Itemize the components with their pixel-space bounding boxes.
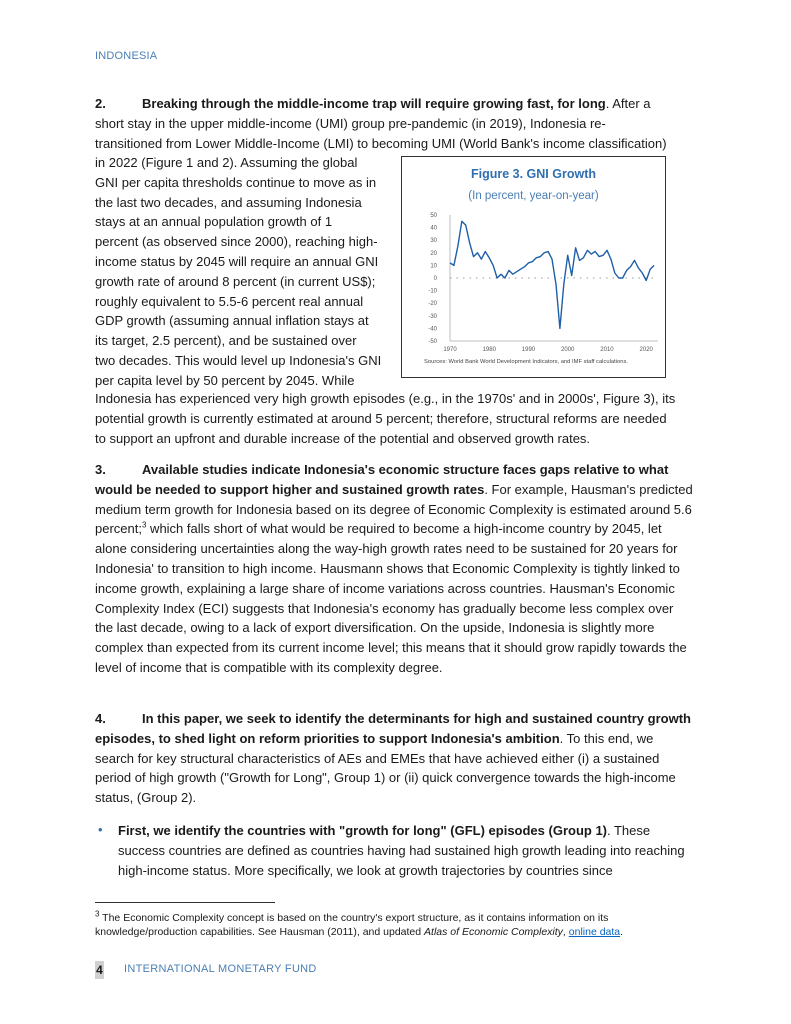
footer-publisher: INTERNATIONAL MONETARY FUND [124, 963, 317, 975]
paragraph-line: GDP growth (assuming annual inflation stays at [95, 313, 369, 329]
y-tick-label: -10 [428, 288, 437, 295]
paragraph-heading: Available studies indicate Indonesia's economic structure faces gaps relative to what would be needed to support higher and sustained growth rates [95, 462, 669, 497]
paragraph-line: roughly equivalent to 5.5-6 percent real annual [95, 293, 364, 309]
chart-title: Figure 3. GNI Growth [470, 167, 596, 181]
y-tick-label: 0 [433, 276, 437, 282]
paragraph-line: stays at an annual population growth of 1 [95, 214, 333, 230]
gni-growth-chart [402, 157, 665, 377]
paragraph-number: 3. [95, 462, 106, 477]
paragraph-line: two decades. This would level up Indonesia's GNI [95, 352, 382, 368]
x-tick-label: 1980 [482, 347, 496, 353]
y-tick-label: -50 [428, 339, 437, 345]
y-tick-label: 10 [430, 263, 437, 270]
paragraph-2-wrap [95, 153, 395, 391]
paragraph-number: 2. [95, 96, 106, 111]
x-tick-label: 2020 [639, 347, 653, 353]
bullet-text: . These success countries are defined as countries having had sustained high growth leading into reaching high-income status. More specifically, we look at growth trajectories by countries since [118, 823, 685, 878]
bullet-heading: First, we identify the countries with "growth for long" (GFL) episodes (Group 1) [118, 823, 607, 838]
paragraph-line: income status by 2045 will require an annual GNI [95, 253, 379, 269]
paragraph-4 [95, 709, 695, 808]
figure-3 [401, 156, 666, 378]
footnote-text: The Economic Complexity concept is based on the country's export structure, as it contains information on its knowledge/production capabilities. See Hausman (2011), and updated [95, 912, 609, 938]
x-tick-label: 2000 [561, 347, 575, 353]
paragraph-text: which falls short of what would be required to become a high-income country by 2045, let alone considering uncertainties along the way-high growth rates need to be sustained for 20 years for Indonesia' to transition to high income. Hausmann shows that Economic Complexity is tightly linked to income growth, explaining a large share of income variations across countries. Hausman's Economic Complexity Index (ECI) suggests that Indonesia's economy has gradually become less complex over the last decade, owing to a lack of export diversification. On the upside, Indonesia is slightly more complex than expected from its current income level; this means that it should grow rapidly towards the level of income that is compatible with its complexity degree. [95, 521, 687, 675]
paragraph-line: the last two decades, and assuming Indonesia [95, 194, 362, 210]
paragraph-number: 4. [95, 711, 106, 726]
page-number: 4 [96, 963, 103, 977]
paragraph-line: to support an upfront and durable increase of the potential and observed growth rates. [95, 430, 591, 446]
x-tick-label: 1990 [521, 347, 536, 353]
footnote-ref[interactable]: 3 [141, 521, 147, 531]
y-tick-label: -30 [428, 313, 437, 320]
paragraph-line: its target, 2.5 percent), and be sustained over [95, 333, 357, 349]
x-tick-label: 1970 [443, 347, 457, 353]
paragraph-2-top [95, 94, 695, 153]
chart-subtitle: (In percent, year-on-year) [468, 190, 599, 202]
series-line [450, 221, 654, 328]
paragraph-3 [95, 460, 695, 678]
footnote [95, 911, 695, 939]
paragraph-line: Indonesia has experienced very high growth episodes (e.g., in the 1970s' and in 2000s', Figure 3), its [95, 391, 676, 406]
paragraph-heading: Breaking through the middle-income trap will require growing fast, for long [142, 96, 606, 111]
paragraph-line: GNI per capita thresholds continue to move as in [95, 174, 377, 190]
bullet-paragraph [118, 821, 698, 880]
running-head: INDONESIA [95, 50, 158, 62]
paragraph-line: percent (as observed since 2000), reaching high- [95, 234, 378, 250]
online-data-link[interactable]: online data [568, 926, 621, 938]
paragraph-text: . To this end, we search for key structural characteristics of AEs and EMEs that have achieved either (i) a sustained period of high growth ("Growth for Long", Group 1) or (ii) quick convergence towards the high-income status, (Group 2). [95, 730, 676, 806]
paragraph-line: growth rate of around 8 percent (in current US$); [95, 273, 376, 289]
y-tick-label: -40 [428, 326, 437, 333]
footnote-text: , [562, 926, 569, 938]
footnote-number: 3 [95, 909, 100, 919]
chart-source: Sources: World Bank World Development Indicators, and IMF staff calculations. [424, 359, 628, 365]
bullet-marker: • [98, 822, 103, 837]
footnote-italic: Atlas of Economic Complexity [424, 926, 563, 938]
paragraph-line: in 2022 (Figure 1 and 2). Assuming the global [95, 155, 358, 170]
y-tick-label: 20 [430, 250, 437, 257]
y-tick-label: 50 [430, 213, 437, 219]
paragraph-line: transitioned from Lower Middle-Income (LMI) to becoming UMI (World Bank's income classification) [95, 135, 667, 151]
paragraph-text: . After a [605, 96, 651, 111]
paragraph-text: . For example, Hausman's predicted medium term growth for Indonesia based on its degree of Economic Complexity is estimated around 5.6 percent; [95, 481, 693, 537]
footnote-divider [95, 902, 275, 903]
x-tick-label: 2010 [600, 347, 614, 353]
paragraph-line: per capita level by 50 percent by 2045. While [95, 372, 355, 388]
paragraph-line: potential growth is currently estimated at around 5 percent; therefore, structural reforms are needed [95, 410, 667, 426]
paragraph-line: short stay in the upper middle-income (UMI) group pre-pandemic (in 2019), Indonesia re- [95, 115, 606, 131]
y-tick-label: 30 [430, 238, 437, 245]
y-tick-label: 40 [430, 225, 437, 232]
paragraph-heading: In this paper, we seek to identify the determinants for high and sustained country growth episodes, to shed light on reform priorities to support Indonesia's ambition [95, 711, 691, 746]
footnote-text: . [620, 926, 624, 938]
y-tick-label: -20 [428, 301, 437, 308]
paragraph-2-rest [95, 389, 695, 448]
